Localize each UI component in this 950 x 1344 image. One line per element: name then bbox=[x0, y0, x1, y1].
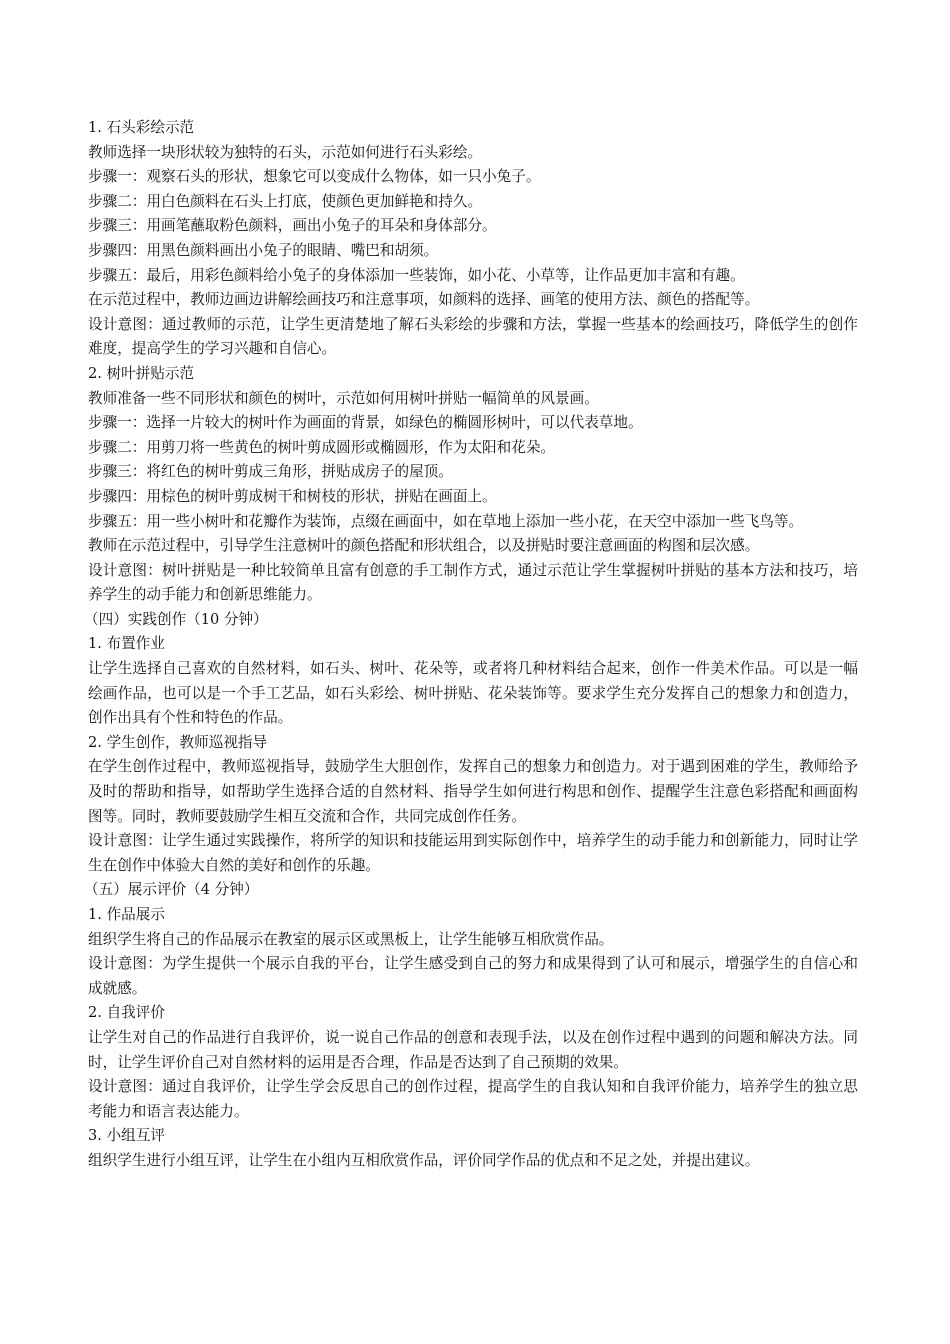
section-heading-self-evaluation: 2. 自我评价 bbox=[88, 1004, 165, 1022]
paragraph-design-intent: 设计意图：通过自我评价，让学生学会反思自己的创作过程，提高学生的自我认知和自我评价能力，培养学生的独立思考能力和语言表达能力。 bbox=[88, 1078, 858, 1120]
paragraph-step: 步骤一：选择一片较大的树叶作为画面的背景，如绿色的椭圆形树叶，可以代表草地。 bbox=[88, 414, 643, 432]
paragraph-step: 步骤三：用画笔蘸取粉色颜料，画出小兔子的耳朵和身体部分。 bbox=[88, 217, 497, 235]
paragraph: 教师选择一块形状较为独特的石头，示范如何进行石头彩绘。 bbox=[88, 143, 483, 161]
subsection-heading-practice: （四）实践创作（10 分钟） bbox=[84, 610, 268, 628]
paragraph-step: 步骤三：将红色的树叶剪成三角形，拼贴成房子的屋顶。 bbox=[88, 463, 453, 481]
paragraph: 在示范过程中，教师边画边讲解绘画技巧和注意事项，如颜料的选择、画笔的使用方法、颜色的搭配等。 bbox=[88, 291, 760, 309]
paragraph-design-intent: 设计意图：让学生通过实践操作，将所学的知识和技能运用到实际创作中，培养学生的动手能力和创新能力，同时让学生在创作中体验大自然的美好和创作的乐趣。 bbox=[88, 832, 858, 874]
paragraph: 在学生创作过程中，教师巡视指导，鼓励学生大胆创作，发挥自己的想象力和创造力。对于遇到困难的学生，教师给予及时的帮助和指导，如帮助学生选择合适的自然材料、指导学生如何进行构思和创作、提醒学生注意色彩搭配和画面构图等。同时，教师要鼓励学生相互交流和合作，共同完成创作任务。 bbox=[88, 758, 858, 825]
paragraph-step: 步骤四：用棕色的树叶剪成树干和树枝的形状，拼贴在画面上。 bbox=[88, 487, 497, 505]
paragraph: 让学生选择自己喜欢的自然材料，如石头、树叶、花朵等，或者将几种材料结合起来，创作一件美术作品。可以是一幅绘画作品，也可以是一个手工艺品，如石头彩绘、树叶拼贴、花朵装饰等。要求学生充分发挥自己的想象力和创造力，创作出具有个性和特色的作品。 bbox=[88, 660, 858, 727]
section-heading-work-display: 1. 作品展示 bbox=[88, 906, 165, 923]
paragraph-step: 步骤四：用黑色颜料画出小兔子的眼睛、嘴巴和胡须。 bbox=[88, 241, 439, 259]
paragraph-step: 步骤五：用一些小树叶和花瓣作为装饰，点缀在画面中，如在草地上添加一些小花，在天空中添加一些飞鸟等。 bbox=[88, 512, 804, 530]
subsection-heading-evaluation: （五）展示评价（4 分钟） bbox=[84, 881, 259, 899]
document-page bbox=[84, 116, 858, 1174]
paragraph-design-intent: 设计意图：通过教师的示范，让学生更清楚地了解石头彩绘的步骤和方法，掌握一些基本的绘画技巧，降低学生的创作难度，提高学生的学习兴趣和自信心。 bbox=[88, 315, 858, 358]
paragraph-design-intent: 设计意图：为学生提供一个展示自我的平台，让学生感受到自己的努力和成果得到了认可和展示，增强学生的自信心和成就感。 bbox=[88, 955, 858, 997]
paragraph: 组织学生将自己的作品展示在教室的展示区或黑板上，让学生能够互相欣赏作品。 bbox=[88, 930, 614, 948]
paragraph-step: 步骤二：用白色颜料在石头上打底，使颜色更加鲜艳和持久。 bbox=[88, 192, 483, 210]
paragraph: 让学生对自己的作品进行自我评价，说一说自己作品的创意和表现手法，以及在创作过程中遇到的问题和解决方法。同时，让学生评价自己对自然材料的运用是否合理，作品是否达到了自己预期的效果。 bbox=[88, 1028, 858, 1071]
paragraph: 教师在示范过程中，引导学生注意树叶的颜色搭配和形状组合，以及拼贴时要注意画面的构图和层次感。 bbox=[88, 537, 760, 555]
section-heading-group-evaluation: 3. 小组互评 bbox=[88, 1127, 165, 1145]
paragraph: 教师准备一些不同形状和颜色的树叶，示范如何用树叶拼贴一幅简单的风景画。 bbox=[88, 389, 599, 407]
paragraph: 组织学生进行小组互评，让学生在小组内互相欣赏作品，评价同学作品的优点和不足之处，并提出建议。 bbox=[88, 1151, 760, 1169]
section-heading-assignment: 1. 布置作业 bbox=[88, 635, 165, 653]
paragraph-step: 步骤二：用剪刀将一些黄色的树叶剪成圆形或椭圆形，作为太阳和花朵。 bbox=[88, 438, 556, 456]
section-heading-stone-painting: 1. 石头彩绘示范 bbox=[88, 119, 195, 136]
section-heading-student-creation: 2. 学生创作，教师巡视指导 bbox=[88, 733, 268, 751]
paragraph-step: 步骤五：最后，用彩色颜料给小兔子的身体添加一些装饰，如小花、小草等，让作品更加丰富和有趣。 bbox=[88, 266, 745, 284]
section-heading-leaf-collage: 2. 树叶拼贴示范 bbox=[88, 364, 195, 382]
paragraph-design-intent: 设计意图：树叶拼贴是一种比较简单且富有创意的手工制作方式，通过示范让学生掌握树叶拼贴的基本方法和技巧，培养学生的动手能力和创新思维能力。 bbox=[88, 561, 858, 604]
paragraph-step: 步骤一：观察石头的形状，想象它可以变成什么物体，如一只小兔子。 bbox=[88, 168, 541, 186]
